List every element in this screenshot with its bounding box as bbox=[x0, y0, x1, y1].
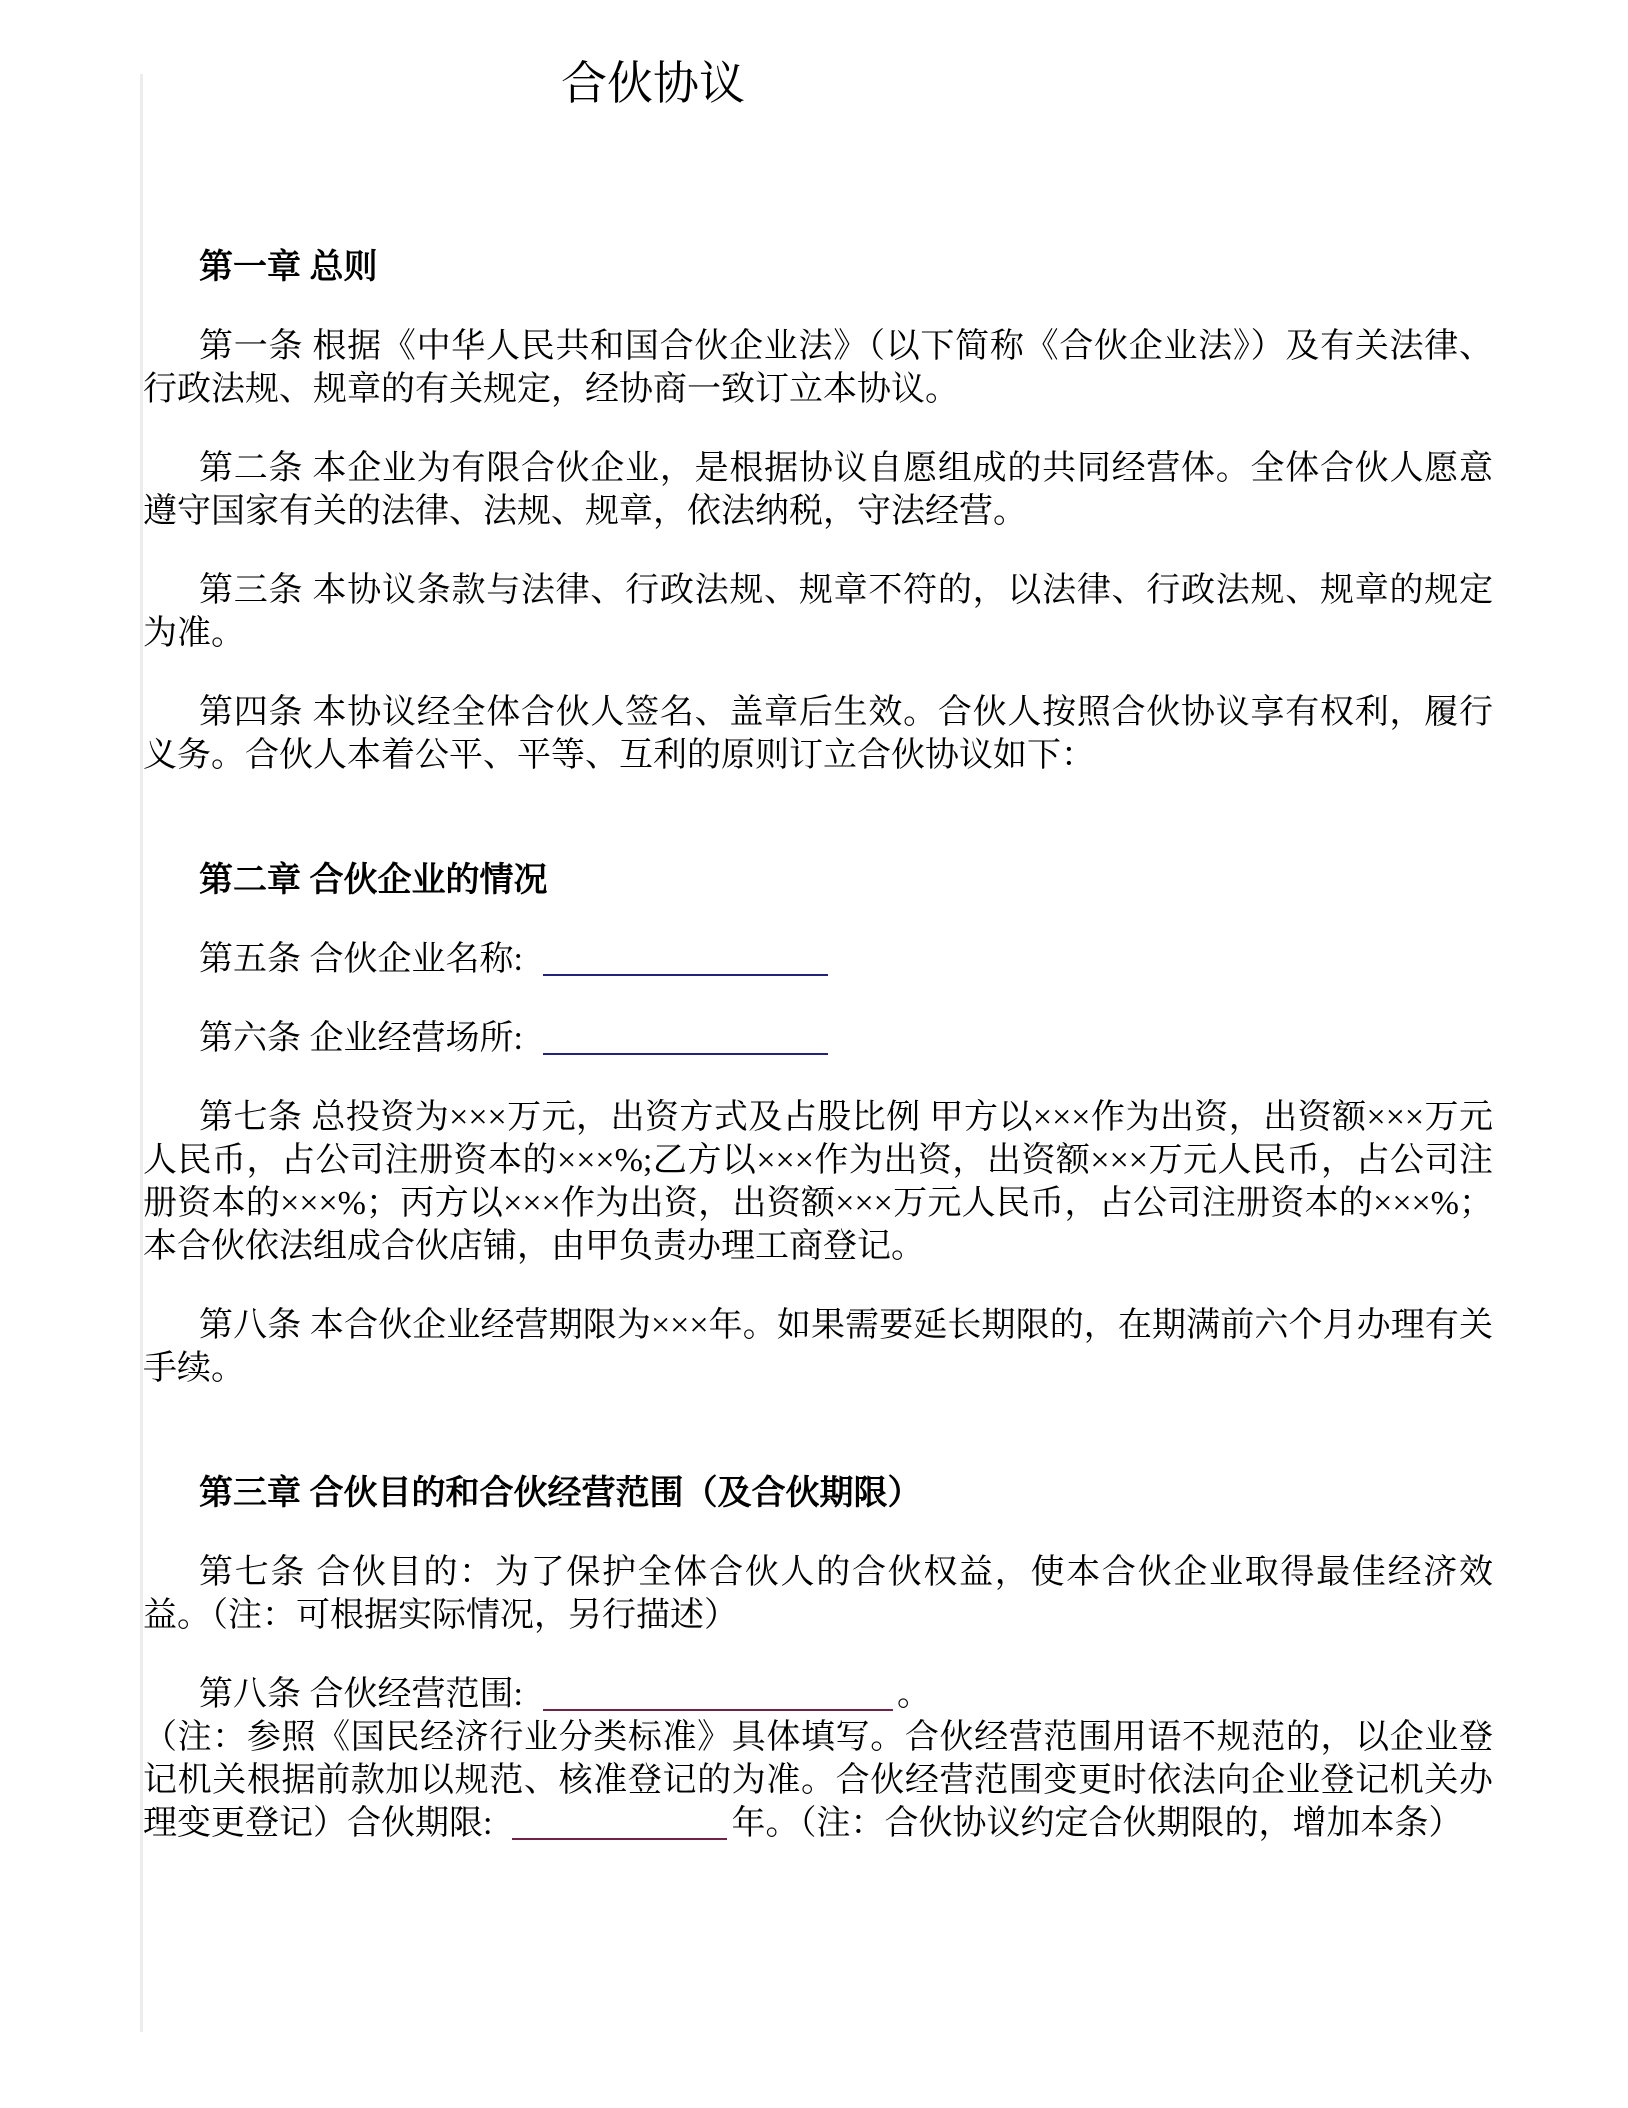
article-8-scope-tail: 年。（注：合伙协议约定合伙期限的，增加本条） bbox=[731, 1805, 1463, 1842]
article-3: 第三条 本协议条款与法律、行政法规、规章不符的，以法律、行政法规、规章的规定为准。 bbox=[143, 572, 1493, 652]
article-5 bbox=[143, 938, 1493, 981]
article-6 bbox=[143, 1017, 1493, 1060]
article-2: 第二条 本企业为有限合伙企业，是根据协议自愿组成的共同经营体。全体合伙人愿意遵守国家有关的法律、法规、规章，依法纳税，守法经营。 bbox=[143, 450, 1493, 530]
article-7: 第七条 总投资为×××万元，出资方式及占股比例 甲方以×××作为出资，出资额×××万元人民币，占公司注册资本的×××%;乙方以×××作为出资，出资额×××万元人民币，占公司注册资本的×××%；丙方以×××作为出资，出资额×××万元人民币，占公司注册资本的×××%；本合伙依法组成合伙店铺，由甲负责办理工商登记。 bbox=[143, 1099, 1493, 1265]
article-8-scope-label: 第八条 合伙经营范围: bbox=[199, 1676, 523, 1713]
chapter-3-heading: 第三章 合伙目的和合伙经营范围（及合伙期限） bbox=[199, 1475, 922, 1512]
blank-enterprise-name bbox=[543, 946, 828, 976]
blank-business-premises bbox=[543, 1025, 828, 1055]
chapter-2-heading: 第二章 合伙企业的情况 bbox=[199, 862, 548, 899]
blank-business-scope bbox=[543, 1681, 893, 1711]
document-content bbox=[143, 0, 1493, 1845]
chapter-1-heading: 第一章 总则 bbox=[199, 249, 378, 286]
article-8-scope-note: （注：参照《国民经济行业分类标准》具体填写。合伙经营范围用语不规范的，以企业登记机关根据前款加以规范、核准登记的为准。合伙经营范围变更时依法向企业登记机关办理变更登记）合伙期限: bbox=[143, 1719, 1493, 1842]
article-8-scope bbox=[143, 1673, 1493, 1845]
article-8-scope-period: 。 bbox=[896, 1676, 931, 1713]
blank-partnership-term bbox=[512, 1810, 727, 1840]
page-title: 合伙协议 bbox=[561, 58, 745, 109]
article-6-label: 第六条 企业经营场所: bbox=[199, 1020, 523, 1057]
article-1: 第一条 根据《中华人民共和国合伙企业法》（以下简称《合伙企业法》）及有关法律、行政法规、规章的有关规定，经协商一致订立本协议。 bbox=[143, 328, 1493, 408]
article-4: 第四条 本协议经全体合伙人签名、盖章后生效。合伙人按照合伙协议享有权利，履行义务。合伙人本着公平、平等、互利的原则订立合伙协议如下： bbox=[143, 694, 1493, 774]
article-5-label: 第五条 合伙企业名称: bbox=[199, 941, 523, 978]
article-8: 第八条 本合伙企业经营期限为×××年。如果需要延长期限的，在期满前六个月办理有关手续。 bbox=[143, 1307, 1493, 1387]
article-7-purpose: 第七条 合伙目的：为了保护全体合伙人的合伙权益，使本合伙企业取得最佳经济效益。（注：可根据实际情况，另行描述） bbox=[143, 1554, 1493, 1634]
